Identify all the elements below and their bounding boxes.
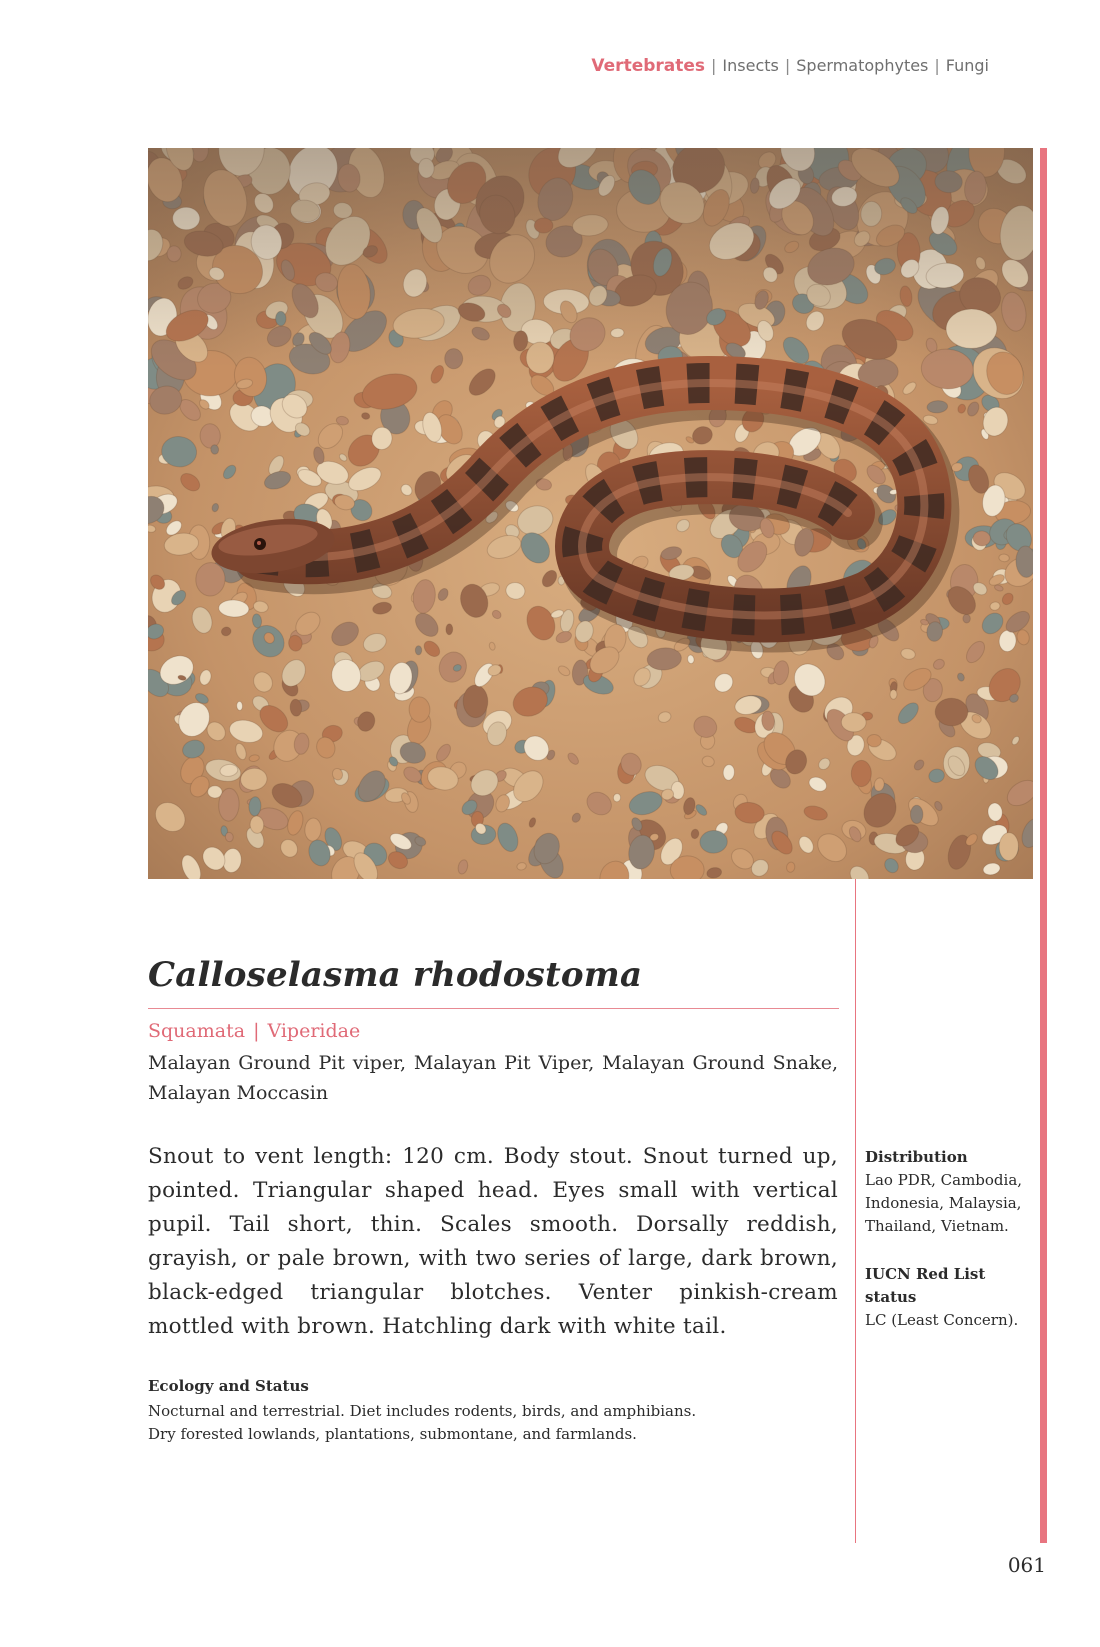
- ecology-line: Nocturnal and terrestrial. Diet includes rodents, birds, and amphibians.: [148, 1402, 697, 1420]
- nav-separator: |: [934, 56, 940, 75]
- ecology-text: [148, 1400, 838, 1446]
- nav-item-vertebrates[interactable]: Vertebrates: [591, 56, 706, 76]
- taxonomy-order: Squamata: [148, 1020, 246, 1042]
- snake-on-gravel-illustration: [148, 148, 1033, 879]
- taxonomy-separator: |: [253, 1020, 260, 1042]
- page-number: 061: [1007, 1553, 1046, 1577]
- ecology-line: Dry forested lowlands, plantations, submontane, and farmlands.: [148, 1425, 637, 1443]
- title-divider: [148, 1008, 839, 1009]
- species-description: Snout to vent length: 120 cm. Body stout. Snout turned up, pointed. Triangular shaped head. Eyes small with vertical pupil. Tail short, thin. Scales smooth. Dorsally reddish, grayish, or pale brown, with two series of large, dark brown, black-edged triangular blotches. Venter pinkish-cream mottled with brown. Hatchling dark with white tail.: [148, 1144, 838, 1339]
- taxonomy: [148, 1020, 360, 1042]
- nav-item-fungi[interactable]: Fungi: [945, 56, 989, 75]
- category-nav: [591, 56, 989, 76]
- taxonomy-family: Viperidae: [267, 1020, 361, 1042]
- common-names: Malayan Ground Pit viper, Malayan Pit Viper, Malayan Ground Snake, Malayan Moccasin: [148, 1052, 838, 1104]
- species-photo: [148, 148, 1033, 879]
- nav-item-spermatophytes[interactable]: Spermatophytes: [796, 56, 929, 75]
- nav-separator: |: [784, 56, 791, 75]
- species-title: Calloselasma rhodostoma: [148, 955, 643, 995]
- nav-item-insects[interactable]: Insects: [722, 56, 779, 75]
- distribution-block: [865, 1146, 1035, 1238]
- ecology-heading: Ecology and Status: [148, 1377, 309, 1395]
- iucn-status: LC (Least Concern).: [865, 1311, 1019, 1329]
- accent-bar: [1040, 148, 1047, 1543]
- distribution-heading: Distribution: [865, 1148, 968, 1166]
- column-divider: [855, 879, 856, 1543]
- iucn-block: [865, 1263, 1035, 1332]
- distribution-text: Lao PDR, Cambodia, Indonesia, Malaysia, Thailand, Vietnam.: [865, 1171, 1023, 1235]
- iucn-heading: IUCN Red List status: [865, 1265, 986, 1306]
- nav-separator: |: [711, 56, 717, 75]
